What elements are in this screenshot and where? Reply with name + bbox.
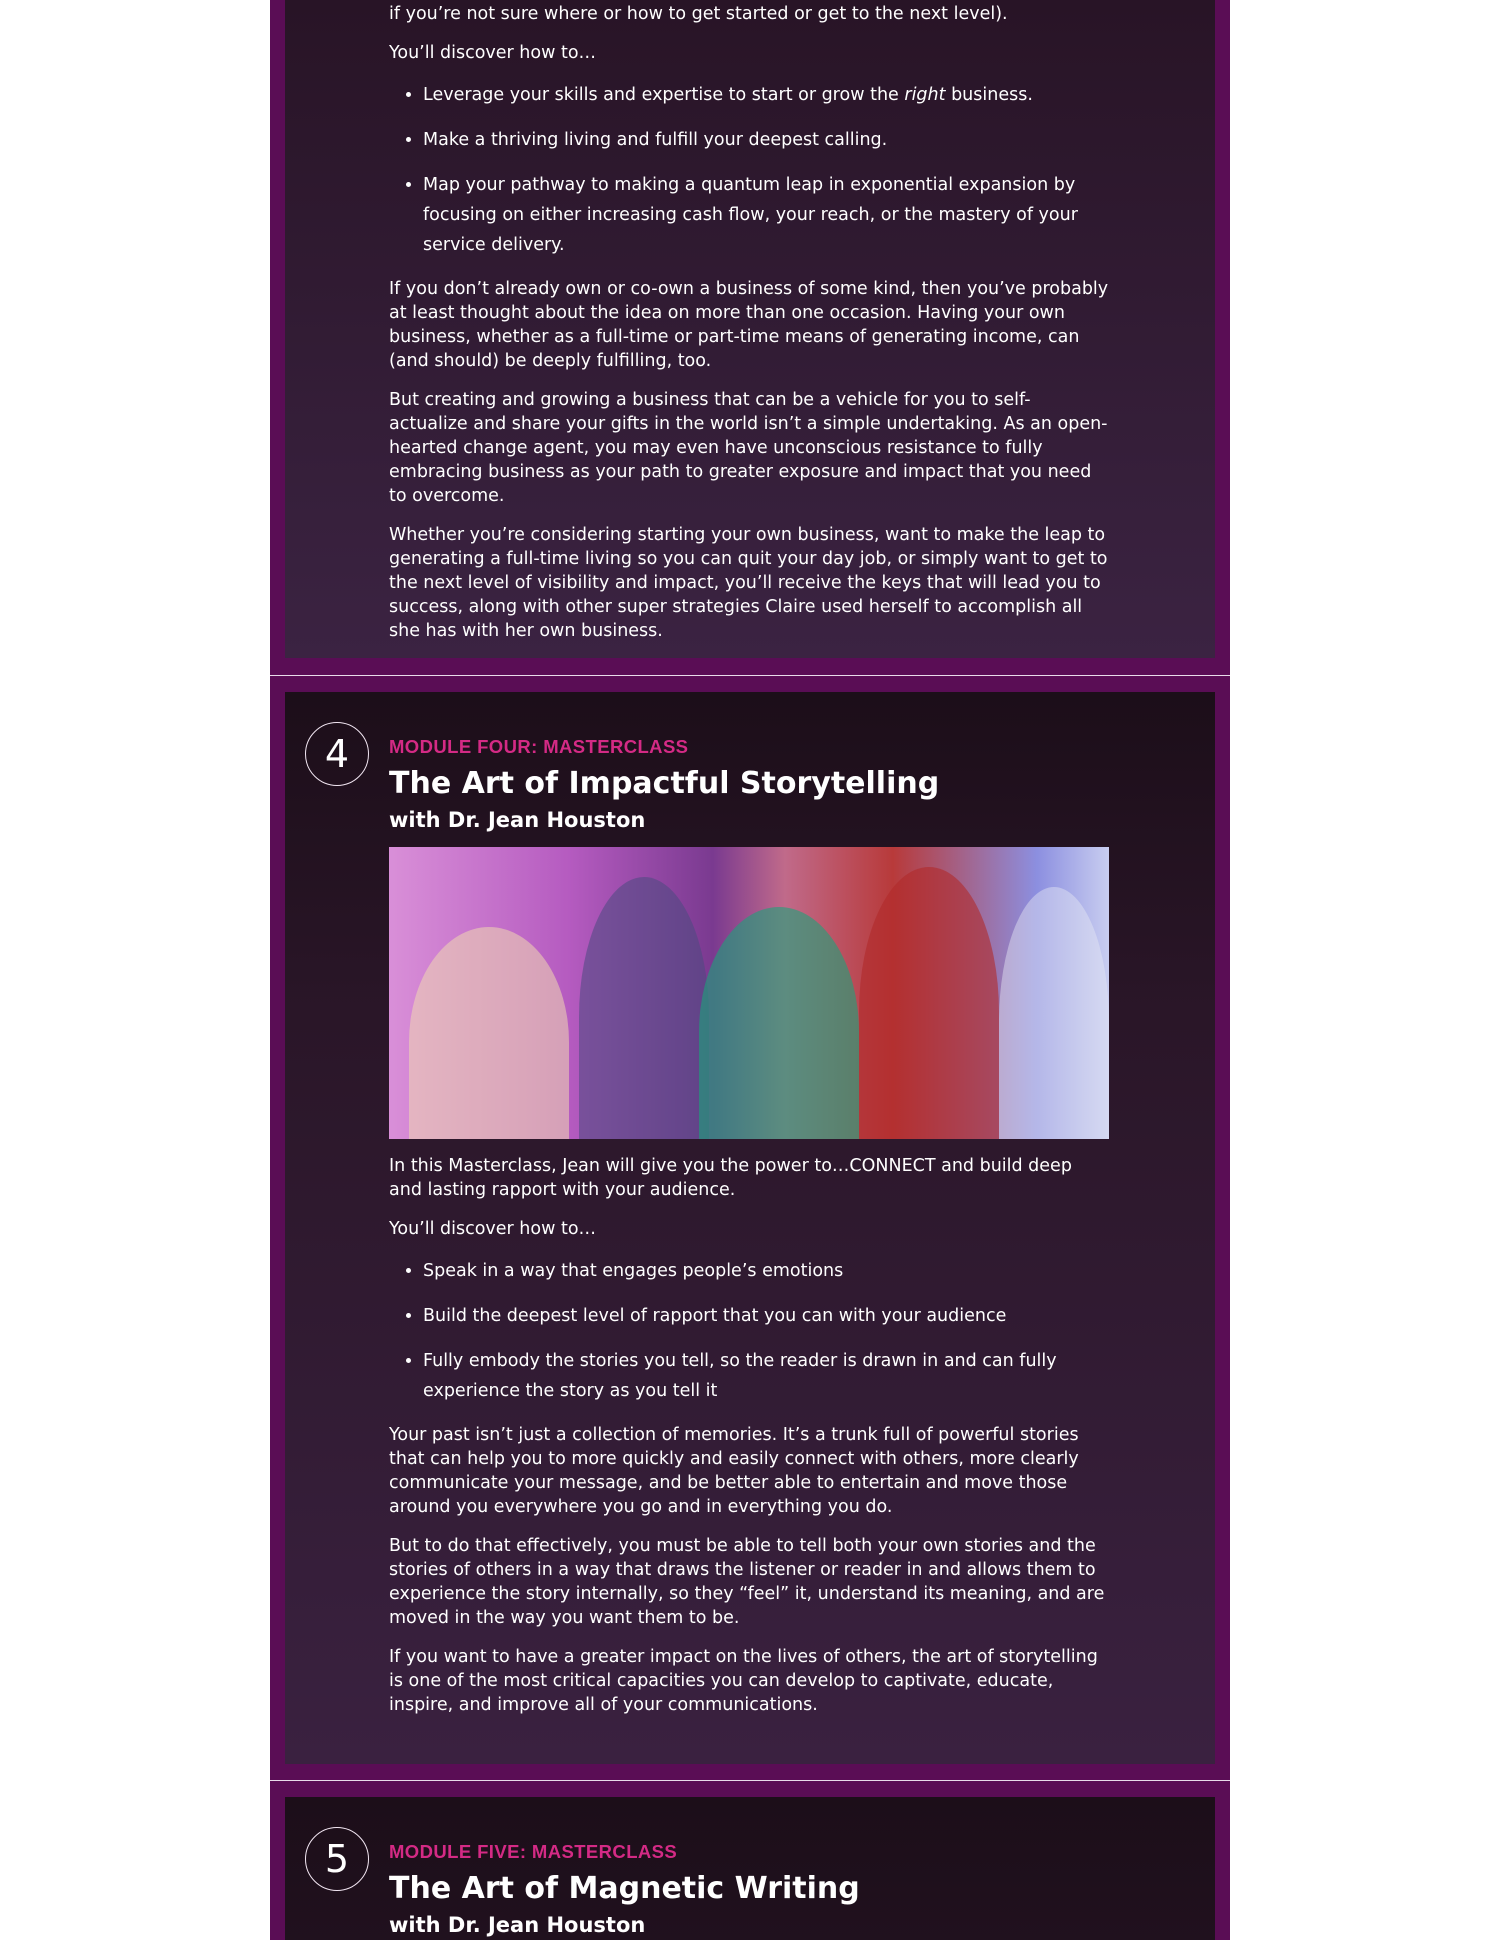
module-three-intro-tail: if you’re not sure where or how to get started or get to the next level). xyxy=(389,4,1008,24)
bullet-emphasis: right xyxy=(904,85,946,105)
list-item: • Speak in a way that engages people’s emotions xyxy=(423,1256,1109,1286)
module-four-discover-label: You’ll discover how to… xyxy=(389,1219,597,1239)
module-four-paragraph: Your past isn’t just a collection of memories. It’s a trunk full of powerful stories that can help you to more quickly and easily connect with others, more clearly communicate your message, and be better able to entertain and move those around you everywhere you go and in everything you do. xyxy=(389,1425,1079,1517)
list-item: • Make a thriving living and fulfill your deepest calling. xyxy=(423,125,1109,155)
module-three-bullet-list xyxy=(389,80,1109,260)
module-three-paragraph: But creating and growing a business that can be a vehicle for you to self-actualize and share your gifts in the world isn’t a simple undertaking. As an open-hearted change agent, you may even have unconscious resistance to fully embracing business as your path to greater exposure and impact that you need to overcome. xyxy=(389,390,1108,506)
photo-figure xyxy=(999,887,1109,1139)
module-four-content xyxy=(389,736,1109,1732)
list-item: • Map your pathway to making a quantum leap in exponential expansion by focusing on either increasing cash flow, your reach, or the mastery of your service delivery. xyxy=(423,170,1109,260)
module-subtitle: with Dr. Jean Houston xyxy=(389,808,646,832)
module-number-badge: 5 xyxy=(305,1827,369,1891)
list-item: • Build the deepest level of rapport that you can with your audience xyxy=(423,1301,1109,1331)
section-divider xyxy=(270,675,1230,676)
module-three-paragraph: If you don’t already own or co-own a business of some kind, then you’ve probably at least thought about the idea on more than one occasion. Having your own business, whether as a full-time or part-time means of generating income, can (and should) be deeply fulfilling, too. xyxy=(389,279,1109,371)
list-item xyxy=(423,80,1109,110)
module-three-panel xyxy=(285,0,1215,658)
bullet-text: Leverage your skills and expertise to start or grow the xyxy=(423,85,905,105)
module-three-discover-label: You’ll discover how to… xyxy=(389,43,597,63)
module-three-content xyxy=(389,0,1109,658)
photo-figure xyxy=(409,927,569,1139)
module-label: MODULE FOUR: MASTERCLASS xyxy=(389,736,689,757)
photo-figure xyxy=(859,867,999,1139)
module-number-badge: 4 xyxy=(305,722,369,786)
photo-figure xyxy=(699,907,859,1139)
module-four-panel xyxy=(285,692,1215,1764)
bullet-text: business. xyxy=(945,85,1033,105)
module-five-content xyxy=(389,1841,1109,1940)
module-title: The Art of Magnetic Writing xyxy=(389,1871,860,1906)
module-three-paragraph: Whether you’re considering starting your own business, want to make the leap to generating a full-time living so you can quit your day job, or simply want to get to the next level of visibility and impact, you’ll receive the keys that will lead you to success, along with other super strategies Claire used herself to accomplish all she has with her own business. xyxy=(389,525,1108,641)
module-five-panel xyxy=(285,1797,1215,1940)
module-subtitle: with Dr. Jean Houston xyxy=(389,1913,646,1937)
list-item: • Fully embody the stories you tell, so the reader is drawn in and can fully experience the story as you tell it xyxy=(423,1346,1109,1406)
module-four-bullet-list xyxy=(389,1256,1109,1406)
page xyxy=(270,0,1230,1940)
module-four-paragraph: If you want to have a greater impact on the lives of others, the art of storytelling is one of the most critical capacities you can develop to captivate, educate, inspire, and improve all of your communications. xyxy=(389,1647,1098,1715)
module-four-paragraph: But to do that effectively, you must be able to tell both your own stories and the stories of others in a way that draws the listener or reader in and allows them to experience the story internally, so they “feel” it, understand its meaning, and are moved in the way you want them to be. xyxy=(389,1536,1105,1628)
audience-photo xyxy=(389,847,1109,1139)
module-label: MODULE FIVE: MASTERCLASS xyxy=(389,1841,678,1862)
module-four-intro: In this Masterclass, Jean will give you the power to…CONNECT and build deep and lasting rapport with your audience. xyxy=(389,1156,1072,1200)
section-divider xyxy=(270,1780,1230,1781)
module-title: The Art of Impactful Storytelling xyxy=(389,766,940,801)
photo-figure xyxy=(579,877,709,1139)
